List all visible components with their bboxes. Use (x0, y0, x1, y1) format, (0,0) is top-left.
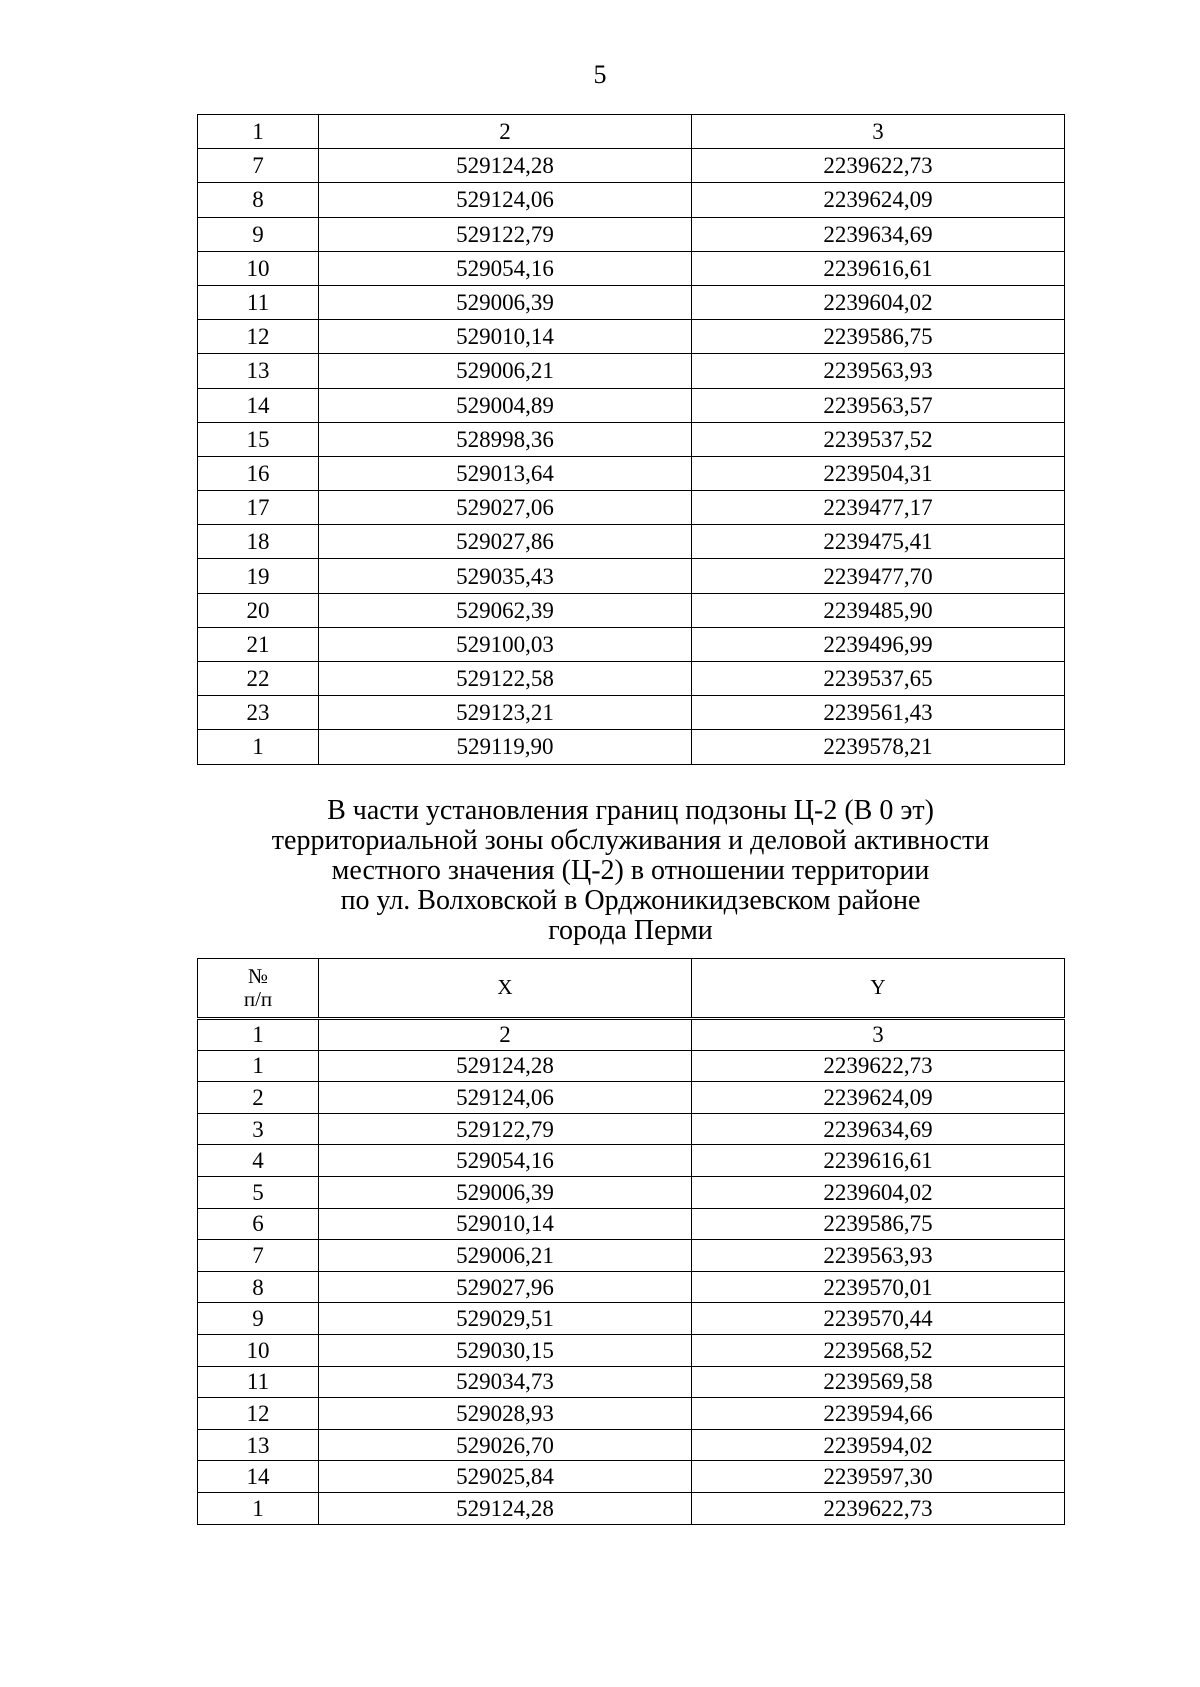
point-number-cell: 11 (198, 285, 319, 319)
index-cell: 2 (319, 1019, 692, 1051)
point-number-cell: 10 (198, 251, 319, 285)
x-coordinate-cell: 529062,39 (319, 593, 692, 627)
table-row (198, 1366, 1065, 1398)
y-coordinate-cell: 2239634,69 (692, 217, 1065, 251)
y-coordinate-cell: 2239477,17 (692, 491, 1065, 525)
heading-line: В части установления границ подзоны Ц-2 (В 0 эт) (327, 795, 934, 826)
y-coordinate-cell: 2239568,52 (692, 1334, 1065, 1366)
y-coordinate-cell: 2239563,93 (692, 354, 1065, 388)
point-number-cell: 2 (198, 1082, 319, 1114)
table-row (198, 388, 1065, 422)
x-coordinate-cell: 529026,70 (319, 1429, 692, 1461)
y-coordinate-cell: 2239586,75 (692, 320, 1065, 354)
y-coordinate-cell: 2239604,02 (692, 285, 1065, 319)
table-row (198, 354, 1065, 388)
point-number-cell: 4 (198, 1145, 319, 1177)
number-sign: № (247, 963, 269, 988)
x-coordinate-cell: 529034,73 (319, 1366, 692, 1398)
y-coordinate-cell: 2239504,31 (692, 456, 1065, 490)
x-coordinate-cell: 529004,89 (319, 388, 692, 422)
point-number-cell: 13 (198, 354, 319, 388)
y-coordinate-cell: 2239485,90 (692, 593, 1065, 627)
x-coordinate-cell: 529006,39 (319, 285, 692, 319)
table-row (198, 1303, 1065, 1335)
table-row (198, 320, 1065, 354)
table-row (198, 1082, 1065, 1114)
point-number-cell: 8 (198, 1271, 319, 1303)
heading-line: города Перми (548, 915, 713, 946)
x-coordinate-cell: 529010,14 (319, 1208, 692, 1240)
point-number-cell: 6 (198, 1208, 319, 1240)
number-column-header (198, 959, 319, 1019)
y-column-header: Y (692, 959, 1065, 1019)
x-coordinate-cell: 529119,90 (319, 730, 692, 764)
x-coordinate-cell: 529123,21 (319, 696, 692, 730)
heading-line: территориальной зоны обслуживания и деловой активности (271, 825, 990, 856)
y-coordinate-cell: 2239475,41 (692, 525, 1065, 559)
point-number-cell: 8 (198, 183, 319, 217)
y-coordinate-cell: 2239561,43 (692, 696, 1065, 730)
section-heading (197, 796, 1064, 946)
x-coordinate-cell: 529006,39 (319, 1176, 692, 1208)
y-coordinate-cell: 2239624,09 (692, 1082, 1065, 1114)
table-row (198, 491, 1065, 525)
point-number-cell: 14 (198, 1461, 319, 1493)
point-number-cell: 7 (198, 149, 319, 183)
table-row (198, 422, 1065, 456)
y-coordinate-cell: 2239537,52 (692, 422, 1065, 456)
table-row (198, 1398, 1065, 1430)
point-number-cell: 9 (198, 1303, 319, 1335)
x-coordinate-cell: 529029,51 (319, 1303, 692, 1335)
table-index-row (198, 1019, 1065, 1051)
x-coordinate-cell: 529100,03 (319, 627, 692, 661)
coordinates-table-2 (197, 958, 1065, 1525)
index-cell: 1 (198, 1019, 319, 1051)
table-row (198, 217, 1065, 251)
table-row (198, 730, 1065, 764)
coordinates-table-1-body (198, 115, 1065, 765)
coordinates-table-2-body (198, 959, 1065, 1525)
table-row (198, 183, 1065, 217)
x-coordinate-cell: 529025,84 (319, 1461, 692, 1493)
number-abbrev: п/п (243, 987, 273, 1011)
y-coordinate-cell: 2239622,73 (692, 1050, 1065, 1082)
y-coordinate-cell: 2239634,69 (692, 1113, 1065, 1145)
y-coordinate-cell: 2239622,73 (692, 1492, 1065, 1524)
x-coordinate-cell: 529122,79 (319, 1113, 692, 1145)
x-coordinate-cell: 529027,06 (319, 491, 692, 525)
table-row (198, 696, 1065, 730)
y-coordinate-cell: 2239477,70 (692, 559, 1065, 593)
table-row (198, 1492, 1065, 1524)
point-number-cell: 1 (198, 1050, 319, 1082)
table-row (198, 525, 1065, 559)
table-row (198, 1208, 1065, 1240)
x-coordinate-cell: 529030,15 (319, 1334, 692, 1366)
y-coordinate-cell: 2239594,66 (692, 1398, 1065, 1430)
point-number-cell: 13 (198, 1429, 319, 1461)
table-index-row (198, 115, 1065, 149)
x-coordinate-cell: 529028,93 (319, 1398, 692, 1430)
point-number-cell: 14 (198, 388, 319, 422)
y-coordinate-cell: 2239594,02 (692, 1429, 1065, 1461)
y-coordinate-cell: 2239624,09 (692, 183, 1065, 217)
point-number-cell: 19 (198, 559, 319, 593)
table-row (198, 1271, 1065, 1303)
point-number-cell: 5 (198, 1176, 319, 1208)
table-row (198, 251, 1065, 285)
table-row (198, 662, 1065, 696)
table-row (198, 1176, 1065, 1208)
table-row (198, 1334, 1065, 1366)
y-coordinate-cell: 2239604,02 (692, 1176, 1065, 1208)
y-coordinate-cell: 2239496,99 (692, 627, 1065, 661)
point-number-cell: 9 (198, 217, 319, 251)
y-coordinate-cell: 2239622,73 (692, 149, 1065, 183)
table-row (198, 1113, 1065, 1145)
heading-line: местного значения (Ц-2) в отношении территории (331, 855, 930, 886)
point-number-cell: 7 (198, 1240, 319, 1272)
index-cell: 1 (198, 115, 319, 149)
x-coordinate-cell: 529010,14 (319, 320, 692, 354)
y-coordinate-cell: 2239563,57 (692, 388, 1065, 422)
y-coordinate-cell: 2239578,21 (692, 730, 1065, 764)
y-coordinate-cell: 2239570,01 (692, 1271, 1065, 1303)
x-coordinate-cell: 529122,79 (319, 217, 692, 251)
table-header-row (198, 959, 1065, 1019)
x-coordinate-cell: 529124,28 (319, 1050, 692, 1082)
point-number-cell: 16 (198, 456, 319, 490)
point-number-cell: 23 (198, 696, 319, 730)
table-row (198, 1240, 1065, 1272)
coordinates-table-1 (197, 114, 1065, 765)
x-coordinate-cell: 529122,58 (319, 662, 692, 696)
x-coordinate-cell: 529027,96 (319, 1271, 692, 1303)
point-number-cell: 12 (198, 1398, 319, 1430)
point-number-cell: 20 (198, 593, 319, 627)
table-row (198, 1145, 1065, 1177)
point-number-cell: 18 (198, 525, 319, 559)
table-row (198, 285, 1065, 319)
x-coordinate-cell: 529054,16 (319, 251, 692, 285)
point-number-cell: 11 (198, 1366, 319, 1398)
page-number: 5 (593, 60, 607, 89)
point-number-cell: 1 (198, 730, 319, 764)
x-coordinate-cell: 529027,86 (319, 525, 692, 559)
x-coordinate-cell: 529124,28 (319, 149, 692, 183)
table-row (198, 149, 1065, 183)
table-row (198, 627, 1065, 661)
x-coordinate-cell: 529035,43 (319, 559, 692, 593)
point-number-cell: 22 (198, 662, 319, 696)
x-coordinate-cell: 529013,64 (319, 456, 692, 490)
index-cell: 3 (692, 115, 1065, 149)
x-coordinate-cell: 528998,36 (319, 422, 692, 456)
table-row (198, 1429, 1065, 1461)
point-number-cell: 17 (198, 491, 319, 525)
point-number-cell: 1 (198, 1492, 319, 1524)
x-column-header: X (319, 959, 692, 1019)
x-coordinate-cell: 529054,16 (319, 1145, 692, 1177)
index-cell: 2 (319, 115, 692, 149)
x-coordinate-cell: 529124,06 (319, 1082, 692, 1114)
index-cell: 3 (692, 1019, 1065, 1051)
table-row (198, 593, 1065, 627)
table-row (198, 559, 1065, 593)
table-row (198, 456, 1065, 490)
point-number-cell: 3 (198, 1113, 319, 1145)
y-coordinate-cell: 2239537,65 (692, 662, 1065, 696)
x-coordinate-cell: 529124,06 (319, 183, 692, 217)
table-row (198, 1461, 1065, 1493)
point-number-cell: 21 (198, 627, 319, 661)
y-coordinate-cell: 2239616,61 (692, 251, 1065, 285)
point-number-cell: 10 (198, 1334, 319, 1366)
y-coordinate-cell: 2239586,75 (692, 1208, 1065, 1240)
y-coordinate-cell: 2239563,93 (692, 1240, 1065, 1272)
x-coordinate-cell: 529006,21 (319, 354, 692, 388)
x-coordinate-cell: 529124,28 (319, 1492, 692, 1524)
x-coordinate-cell: 529006,21 (319, 1240, 692, 1272)
y-coordinate-cell: 2239569,58 (692, 1366, 1065, 1398)
point-number-cell: 12 (198, 320, 319, 354)
point-number-cell: 15 (198, 422, 319, 456)
y-coordinate-cell: 2239616,61 (692, 1145, 1065, 1177)
heading-line: по ул. Волховской в Орджоникидзевском районе (340, 885, 921, 916)
y-coordinate-cell: 2239597,30 (692, 1461, 1065, 1493)
table-row (198, 1050, 1065, 1082)
y-coordinate-cell: 2239570,44 (692, 1303, 1065, 1335)
